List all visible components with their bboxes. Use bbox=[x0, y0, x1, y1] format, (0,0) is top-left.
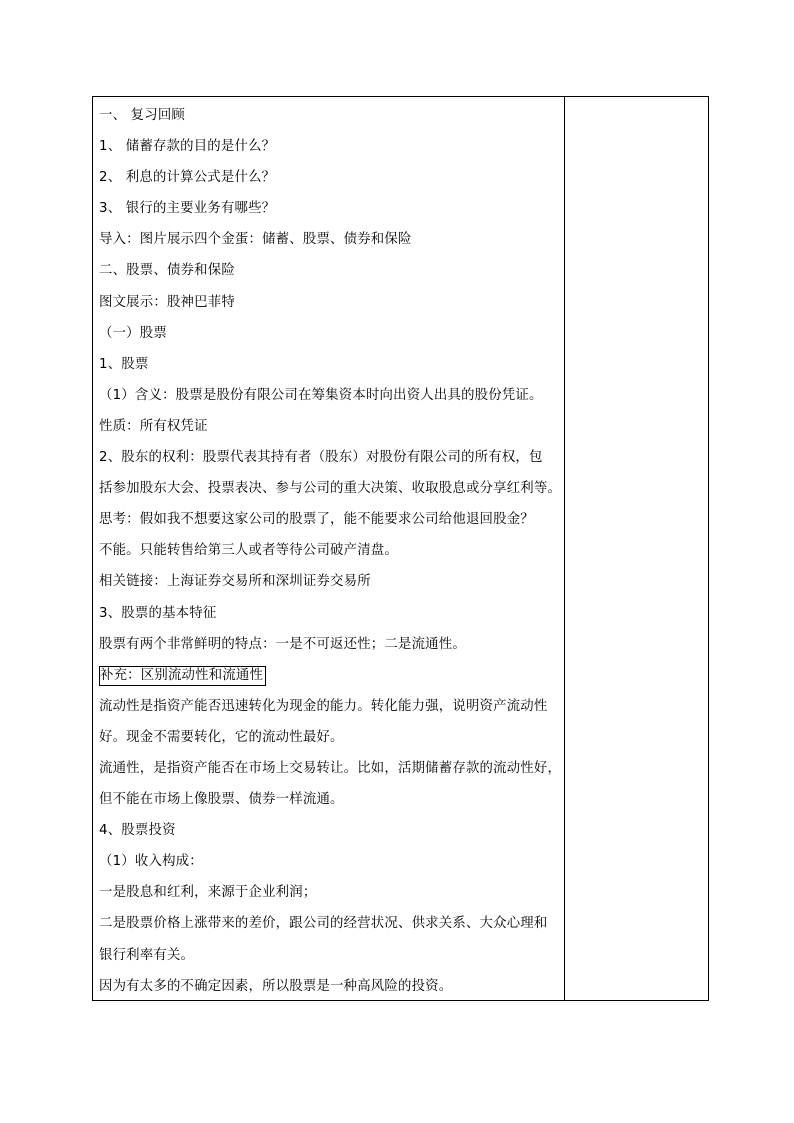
subheading-stock: （一）股票 bbox=[99, 325, 167, 341]
supplement-line bbox=[99, 660, 564, 691]
document-table bbox=[92, 96, 709, 1001]
question-1: 1、 储蓄存款的目的是什么？ bbox=[99, 139, 276, 155]
supplement-box: 补充：区别流动性和流通性 bbox=[99, 666, 266, 686]
stock-definition: （1）含义：股票是股份有限公司在筹集资本时向出资人出具的股份凭证。 bbox=[99, 387, 543, 403]
thinking-answer: 不能。只能转售给第三人或者等待公司破产清盘。 bbox=[99, 543, 398, 559]
notes-cell bbox=[565, 97, 708, 1000]
item-4-investment: 4、股票投资 bbox=[99, 823, 176, 839]
risk-conclusion: 因为有太多的不确定因素，所以股票是一种高风险的投资。 bbox=[99, 978, 453, 994]
intro-line: 导入：图片展示四个金蛋：储蓄、股票、债券和保险 bbox=[99, 232, 412, 248]
question-3: 3、 银行的主要业务有哪些？ bbox=[99, 201, 276, 217]
liquidity-line-2: 好。现金不需要转化，它的流动性最好。 bbox=[99, 729, 344, 745]
related-link: 相关链接：上海证券交易所和深圳证券交易所 bbox=[99, 574, 371, 590]
income-dividends: 一是股息和红利，来源于企业利润； bbox=[99, 885, 317, 901]
main-content-cell bbox=[93, 97, 565, 1000]
circulation-line-1: 流通性，是指资产能否在市场上交易转让。比如，活期储蓄存款的流动性好， bbox=[99, 760, 562, 776]
circulation-line-2: 但不能在市场上像股票、债券一样流通。 bbox=[99, 792, 344, 808]
picture-display-line: 图文展示：股神巴菲特 bbox=[99, 294, 235, 310]
liquidity-line-1: 流动性是指资产能否迅速转化为现金的能力。转化能力强，说明资产流动性 bbox=[99, 698, 548, 714]
heading-section-2: 二、股票、债券和保险 bbox=[99, 263, 235, 279]
shareholder-rights-line-1: 2、股东的权利：股票代表其持有者（股东）对股份有限公司的所有权，包 bbox=[99, 450, 543, 466]
heading-review: 一、 复习回顾 bbox=[99, 108, 185, 123]
shareholder-rights-line-2: 括参加股东大会、投票表决、参与公司的重大决策、收取股息或分享红利等。 bbox=[99, 481, 562, 497]
thinking-question: 思考：假如我不想要这家公司的股票了，能不能要求公司给他退回股金？ bbox=[99, 512, 534, 528]
item-3-features: 3、股票的基本特征 bbox=[99, 605, 217, 621]
income-price-diff-line-1: 二是股票价格上涨带来的差价，跟公司的经营状况、供求关系、大众心理和 bbox=[99, 916, 548, 932]
item-1-stock: 1、股票 bbox=[99, 356, 149, 372]
income-price-diff-line-2: 银行利率有关。 bbox=[99, 947, 195, 963]
stock-nature: 性质：所有权凭证 bbox=[99, 418, 208, 434]
income-structure: （1）收入构成： bbox=[99, 854, 203, 870]
features-text: 股票有两个非常鲜明的特点：一是不可返还性；二是流通性。 bbox=[99, 636, 466, 652]
question-2: 2、 利息的计算公式是什么？ bbox=[99, 170, 276, 186]
